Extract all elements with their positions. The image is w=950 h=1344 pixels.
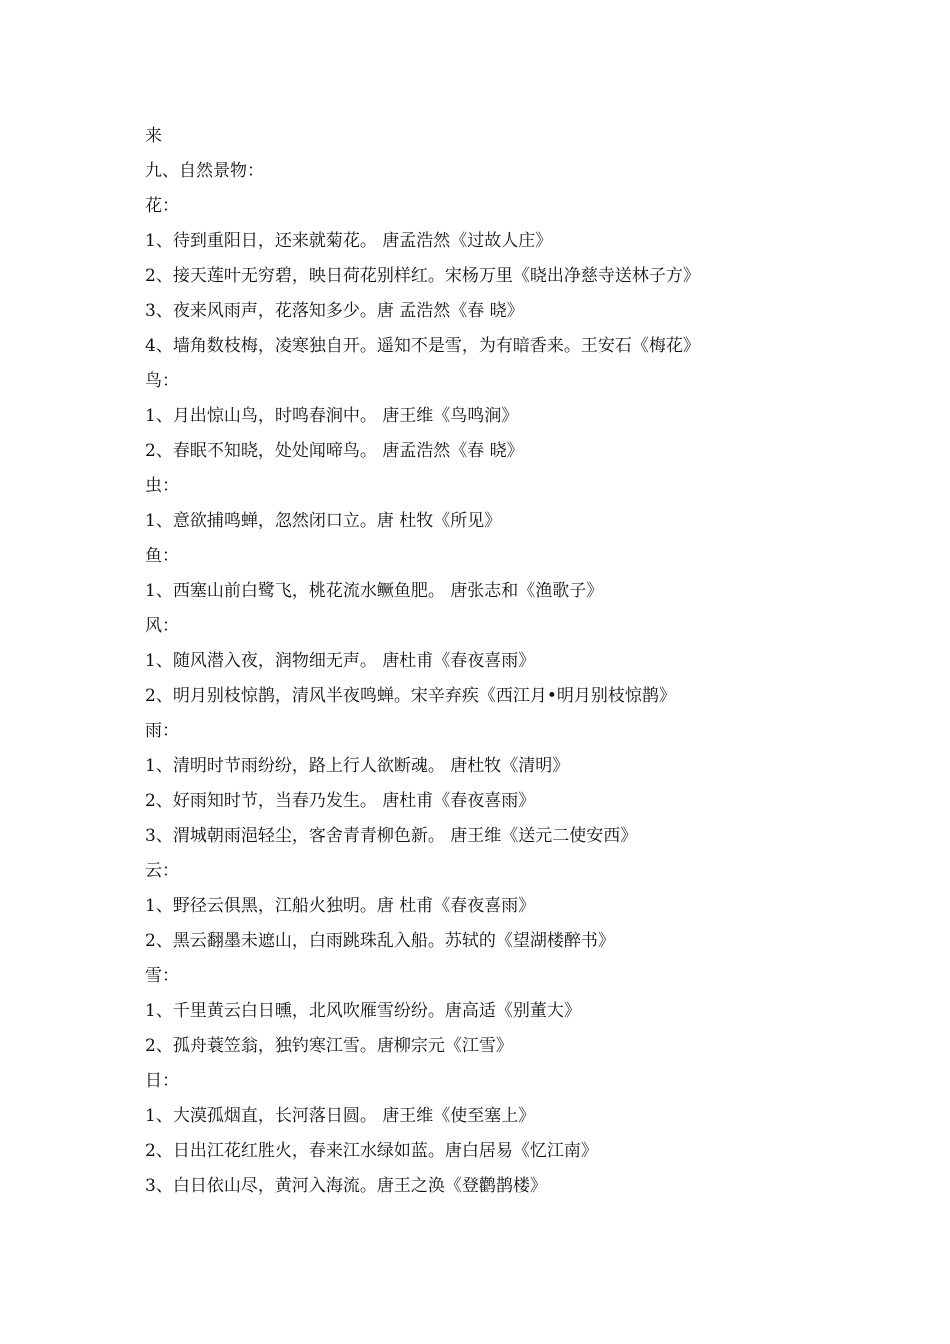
category-heading-fish: 鱼： (145, 546, 179, 566)
poem-line: 1、野径云俱黑，江船火独明。唐 杜甫《春夜喜雨》 (145, 896, 536, 916)
poem-line: 4、墙角数枝梅，凌寒独自开。遥知不是雪，为有暗香来。王安石《梅花》 (145, 336, 700, 356)
poem-line: 2、明月别枝惊鹊，清风半夜鸣蝉。宋辛弃疾《西江月•明月别枝惊鹊》 (145, 686, 676, 706)
category-heading-cloud: 云： (145, 861, 179, 881)
poem-line: 1、意欲捕鸣蝉，忽然闭口立。唐 杜牧《所见》 (145, 511, 502, 531)
poem-line: 2、孤舟蓑笠翁，独钓寒江雪。唐柳宗元《江雪》 (145, 1036, 513, 1056)
category-heading-snow: 雪： (145, 966, 179, 986)
poem-line: 1、随风潜入夜，润物细无声。 唐杜甫《春夜喜雨》 (145, 651, 536, 671)
document-body (145, 119, 845, 1204)
category-heading-bird: 鸟： (145, 371, 179, 391)
poem-line: 3、渭城朝雨浥轻尘，客舍青青柳色新。 唐王维《送元二使安西》 (145, 826, 638, 846)
category-heading-insect: 虫： (145, 476, 179, 496)
category-heading-sun: 日： (145, 1071, 179, 1091)
category-heading-wind: 风： (145, 616, 179, 636)
poem-line: 2、日出江花红胜火，春来江水绿如蓝。唐白居易《忆江南》 (145, 1141, 598, 1161)
section-heading: 九、自然景物： (145, 161, 264, 181)
poem-line: 2、春眠不知晓，处处闻啼鸟。 唐孟浩然《春 晓》 (145, 441, 524, 461)
poem-line: 3、夜来风雨声，花落知多少。唐 孟浩然《春 晓》 (145, 301, 524, 321)
poem-line: 1、待到重阳日，还来就菊花。 唐孟浩然《过故人庄》 (145, 231, 553, 251)
poem-line: 2、接天莲叶无穷碧，映日荷花别样红。宋杨万里《晓出净慈寺送林子方》 (145, 266, 700, 286)
poem-line: 2、好雨知时节，当春乃发生。 唐杜甫《春夜喜雨》 (145, 791, 536, 811)
poem-line: 1、西塞山前白鹭飞，桃花流水鳜鱼肥。 唐张志和《渔歌子》 (145, 581, 604, 601)
category-heading-flower: 花： (145, 196, 179, 216)
continued-text: 来 (145, 126, 162, 146)
poem-line: 3、白日依山尽，黄河入海流。唐王之涣《登鹳鹊楼》 (145, 1176, 547, 1196)
poem-line: 1、清明时节雨纷纷，路上行人欲断魂。 唐杜牧《清明》 (145, 756, 570, 776)
category-heading-rain: 雨： (145, 721, 179, 741)
poem-line: 1、大漠孤烟直，长河落日圆。 唐王维《使至塞上》 (145, 1106, 536, 1126)
poem-line: 2、黑云翻墨未遮山，白雨跳珠乱入船。苏轼的《望湖楼醉书》 (145, 931, 615, 951)
poem-line: 1、千里黄云白日曛，北风吹雁雪纷纷。唐高适《别董大》 (145, 1001, 581, 1021)
poem-line: 1、月出惊山鸟，时鸣春涧中。 唐王维《鸟鸣涧》 (145, 406, 519, 426)
